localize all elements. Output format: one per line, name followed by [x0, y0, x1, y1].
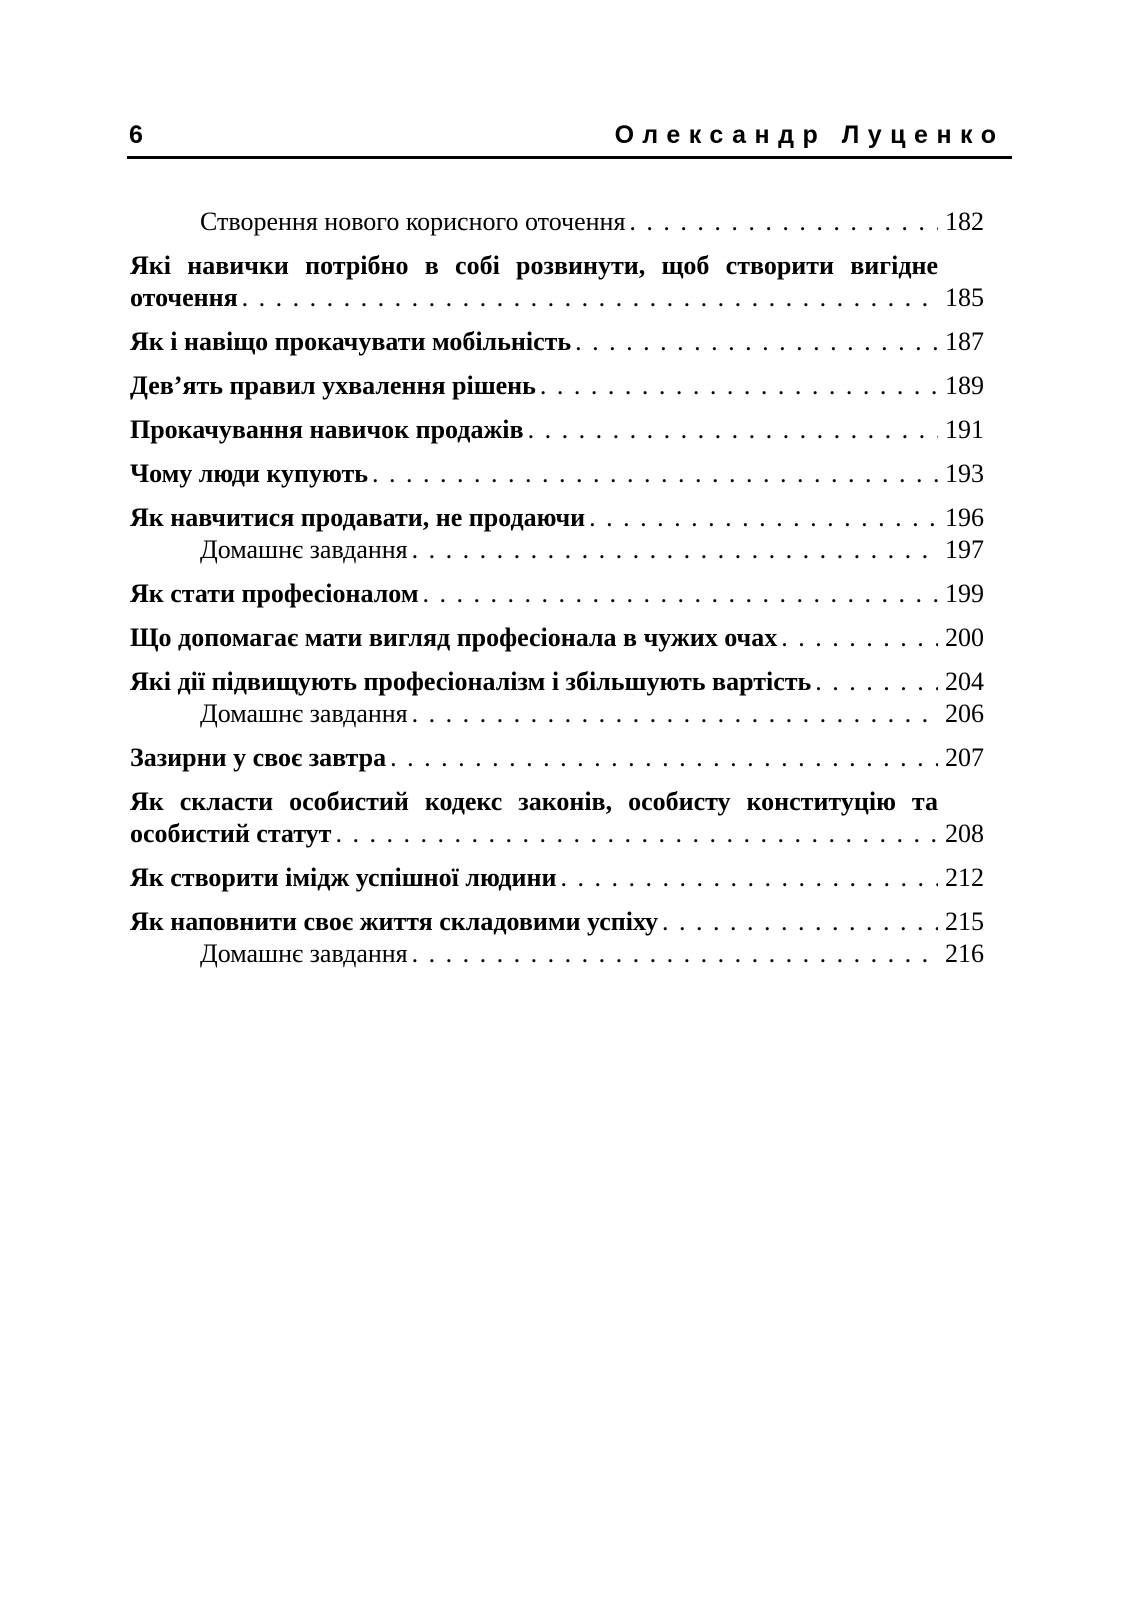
toc-entry: [130, 938, 1010, 970]
dot-leader: [368, 458, 938, 490]
toc-entry-page: 185: [945, 283, 984, 312]
toc-entry-title: Створення нового корисного оточення: [200, 207, 626, 236]
toc-entry-title: Як навчитися продавати, не продаючи: [130, 503, 586, 532]
toc-entry-page: 206: [945, 699, 984, 728]
toc-entry-page: 189: [945, 371, 984, 400]
toc-entry: [130, 622, 1010, 654]
dot-leader: [524, 414, 938, 446]
toc-entry-title: Що допомагає мати вигляд професіонала в чужих очах: [130, 623, 778, 652]
toc-entry-title: Дев’ять правил ухвалення рішень: [130, 371, 536, 400]
toc-entry-page: 196: [945, 503, 984, 532]
toc-entry-page: 193: [945, 459, 984, 488]
dot-leader: [811, 666, 938, 698]
toc-entry-page: 207: [945, 743, 984, 772]
dot-leader: [777, 622, 938, 654]
toc-entry: [130, 206, 1010, 238]
toc-entry-title: Чому люди купують: [130, 459, 369, 488]
dot-leader: [408, 534, 938, 566]
toc-entry-title: Як і навіщо прокачувати мобільність: [130, 327, 572, 356]
toc-entry-title: Прокачування навичок продажів: [130, 415, 524, 444]
toc-entry-title: Як наповнити своє життя складовими успіху: [130, 907, 658, 936]
toc-entry-page: 182: [945, 207, 984, 236]
toc-entry: [130, 862, 1010, 894]
toc-entry: [130, 786, 1010, 850]
toc-entry-title: Домашнє завдання: [200, 699, 408, 728]
toc-entry: [130, 414, 1010, 446]
toc-entry-title: Домашнє завдання: [200, 535, 408, 564]
toc-entry-title: Зазирни у своє завтра: [130, 743, 387, 772]
toc-entry: [130, 698, 1010, 730]
dot-leader: [386, 742, 938, 774]
toc-entry-title: Які дії підвищують професіоналізм і збільшують вартість: [130, 667, 812, 696]
toc-entry-page: 200: [945, 623, 984, 652]
toc-entry-title: Як стати професіоналом: [130, 579, 419, 608]
toc-entry: [130, 502, 1010, 534]
toc-entry-title: особистий статут: [130, 819, 332, 848]
toc-entry: [130, 906, 1010, 938]
toc-entry-page: 204: [945, 667, 984, 696]
toc-entry-title: Як створити імідж успішної людини: [130, 863, 557, 892]
toc-entry-page: 199: [945, 579, 984, 608]
toc-entry: [130, 250, 1010, 314]
toc-entry-page: 212: [945, 863, 984, 892]
toc-entry-title-line1: Які навички потрібно в собі розвинути, щоб створити вигідне: [130, 251, 938, 280]
dot-leader: [238, 282, 938, 314]
page-number: 6: [129, 121, 143, 149]
toc-entry: [130, 370, 1010, 402]
toc-entry-page: 191: [945, 415, 984, 444]
dot-leader: [585, 502, 938, 534]
toc-entry: [130, 742, 1010, 774]
dot-leader: [571, 326, 938, 358]
toc-entry: [130, 534, 1010, 566]
dot-leader: [408, 938, 938, 970]
toc-entry-page: 208: [945, 819, 984, 848]
dot-leader: [658, 906, 938, 938]
running-header: [127, 116, 1012, 159]
dot-leader: [625, 206, 938, 238]
dot-leader: [408, 698, 938, 730]
toc-entry: [130, 458, 1010, 490]
toc-entry-title: оточення: [130, 283, 238, 312]
author-name: Олександр Луценко: [614, 121, 1005, 149]
toc-entry-page: 187: [945, 327, 984, 356]
dot-leader: [556, 862, 938, 894]
toc-entry-page: 215: [945, 907, 984, 936]
dot-leader: [419, 578, 938, 610]
toc-entry-page: 197: [945, 535, 984, 564]
toc-entry-title: Домашнє завдання: [200, 939, 408, 968]
toc-entry: [130, 578, 1010, 610]
dot-leader: [331, 818, 938, 850]
toc-entry-page: 216: [945, 939, 984, 968]
table-of-contents: [130, 206, 1010, 970]
toc-entry-title-line1: Як скласти особистий кодекс законів, особисту конституцію та: [130, 787, 938, 816]
toc-entry: [130, 666, 1010, 698]
toc-entry: [130, 326, 1010, 358]
dot-leader: [536, 370, 938, 402]
